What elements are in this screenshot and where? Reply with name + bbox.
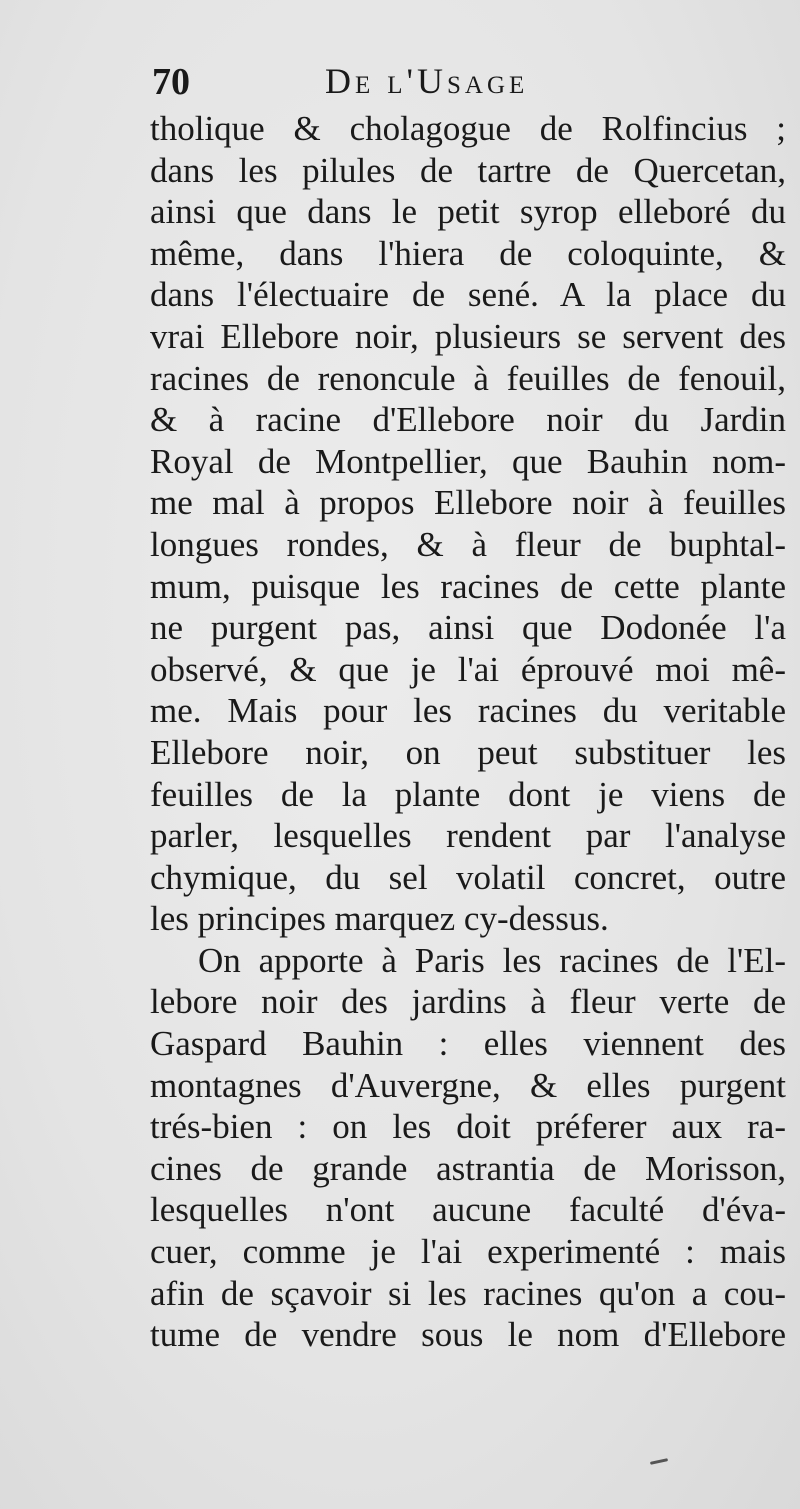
page-number: 70 xyxy=(152,61,190,103)
text-line: me. Mais pour les racines du veritable xyxy=(150,691,786,731)
text-line: On apporte à Paris les racines de l'El- xyxy=(198,940,786,980)
text-line: tume de vendre sous le nom d'Ellebore xyxy=(150,1315,786,1355)
text-line: afin de sçavoir si les racines qu'on a cou- xyxy=(150,1273,786,1313)
text-line: racines de renoncule à feuilles de fenouil, xyxy=(150,358,786,398)
text-line: Royal de Montpellier, que Bauhin nom- xyxy=(150,441,786,481)
text-line: observé, & que je l'ai éprouvé moi mê- xyxy=(150,649,786,689)
text-line: vrai Ellebore noir, plusieurs se servent des xyxy=(150,316,786,356)
text-line: dans l'électuaire de sené. A la place du xyxy=(150,275,786,315)
text-line: longues rondes, & à fleur de buphtal- xyxy=(150,524,786,564)
text-line: même, dans l'hiera de coloquinte, & xyxy=(150,233,786,273)
print-mark xyxy=(650,1458,668,1465)
text-line: Ellebore noir, on peut substituer les xyxy=(150,732,786,772)
text-line: cuer, comme je l'ai experimenté : mais xyxy=(150,1232,786,1272)
text-line: chymique, du sel volatil concret, outre xyxy=(150,857,786,897)
text-line: cines de grande astrantia de Morisson, xyxy=(150,1148,786,1188)
text-line: parler, lesquelles rendent par l'analyse xyxy=(150,816,786,856)
text-line: trés-bien : on les doit préferer aux ra- xyxy=(150,1107,786,1147)
paragraph-2 xyxy=(150,940,786,1356)
text-line: dans les pilules de tartre de Quercetan, xyxy=(150,150,786,190)
page-header xyxy=(150,52,786,108)
text-line: ne purgent pas, ainsi que Dodonée l'a xyxy=(150,608,786,648)
text-line: les principes marquez cy-dessus. xyxy=(150,899,609,939)
text-line: me mal à propos Ellebore noir à feuilles xyxy=(150,483,786,523)
text-line: ainsi que dans le petit syrop elleboré du xyxy=(150,192,786,232)
text-line: lebore noir des jardins à fleur verte de xyxy=(150,982,786,1022)
text-line: mum, puisque les racines de cette plante xyxy=(150,566,786,606)
text-line: Gaspard Bauhin : elles viennent des xyxy=(150,1024,786,1064)
text-line: tholique & cholagogue de Rolfincius ; xyxy=(150,109,786,148)
running-head: De l'Usage xyxy=(325,61,529,101)
text-line: & à racine d'Ellebore noir du Jardin xyxy=(150,400,786,440)
text-line: lesquelles n'ont aucune faculté d'éva- xyxy=(150,1190,786,1230)
text-line: feuilles de la plante dont je viens de xyxy=(150,774,786,814)
page-text xyxy=(150,52,786,1356)
paragraph-1 xyxy=(150,108,786,940)
text-line: montagnes d'Auvergne, & elles purgent xyxy=(150,1065,786,1105)
